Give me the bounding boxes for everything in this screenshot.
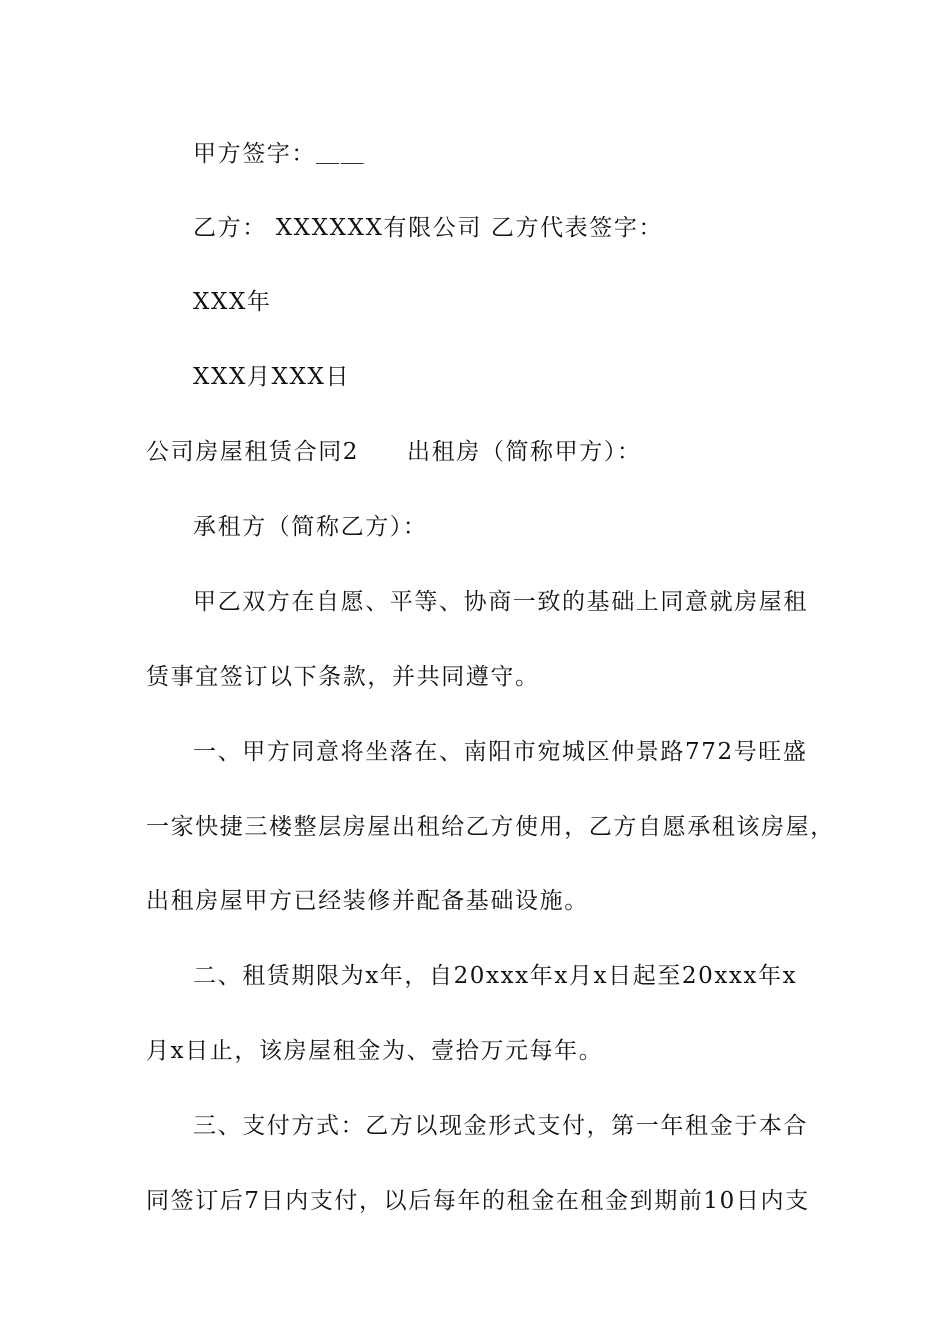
date-year-line: XXX年 [193, 289, 272, 315]
clause-1-line: 出租房屋甲方已经装修并配备基础设施。 [146, 888, 589, 914]
date-month-day-line: XXX月XXX日 [193, 364, 351, 390]
clause-2-line: 二、租赁期限为x年，自20xxx年x月x日起至20xxx年x [193, 963, 798, 989]
lessor-label: 出租房（简称甲方）： [407, 439, 642, 465]
lessee-label: 承租方（简称乙方）： [193, 514, 428, 540]
paragraph-line: 甲乙双方在自愿、平等、协商一致的基础上同意就房屋租 [193, 589, 808, 615]
contract-title-line [146, 437, 642, 467]
clause-2-line: 月x日止，该房屋租金为、壹拾万元每年。 [146, 1038, 604, 1064]
party-a-signature-line: 甲方签字：＿＿ [193, 141, 366, 167]
contract-title: 公司房屋租赁合同2 [146, 439, 360, 465]
clause-1-line: 一、甲方同意将坐落在、南阳市宛城区仲景路772号旺盛 [193, 739, 808, 765]
party-b-line: 乙方： XXXXXX有限公司 乙方代表签字： [193, 215, 664, 241]
clause-1-line: 一家快捷三楼整层房屋出租给乙方使用，乙方自愿承租该房屋， [146, 814, 835, 840]
paragraph-line: 赁事宜签订以下条款，并共同遵守。 [146, 664, 540, 690]
clause-3-line: 同签订后7日内支付，以后每年的租金在租金到期前10日内支 [146, 1188, 810, 1214]
clause-3-line: 三、支付方式：乙方以现金形式支付，第一年租金于本合 [193, 1113, 808, 1139]
